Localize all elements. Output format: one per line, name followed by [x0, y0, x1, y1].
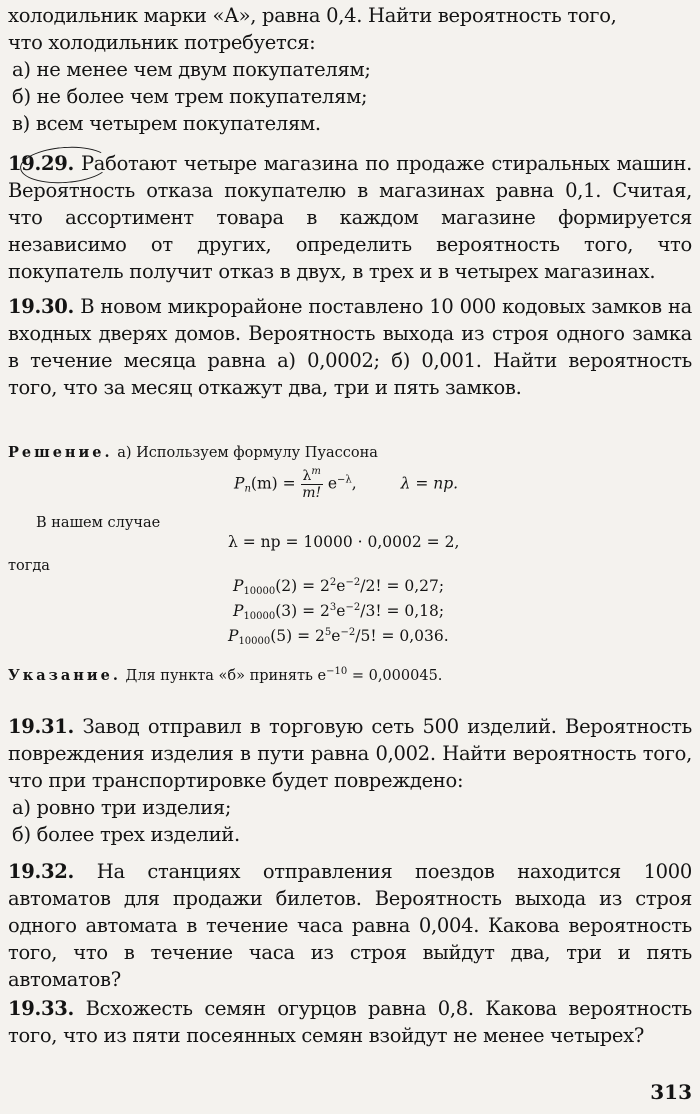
poisson-formula: [234, 468, 458, 501]
formula-exp: −λ: [337, 474, 352, 486]
intro-item-a: а) не менее чем двум покупателям;: [12, 58, 371, 81]
hint: [8, 666, 692, 686]
problem-text: В новом микрорайоне поставлено 10 000 кодовых замков на входных дверях домов. Вероятность выхода из строя одного замка в течение месяца равна а) 0,0002; б) 0,001. Найти вероятность того, что за месяц откажут два, три и пять замков.: [8, 295, 692, 399]
formula-e: e: [327, 474, 338, 493]
problem-text: Работают четыре магазина по продаже стиральных машин. Вероятность отказа покупателю в магазинах равна 0,1. Считая, что ассортимент товара в каждом магазине формируется независимо от других, определить вероятность того, что покупатель получит отказ в двух, в трех и в четырех магазинах.: [8, 152, 692, 283]
lambda-equation: λ = np = 10000 · 0,0002 = 2,: [228, 533, 460, 551]
problem-19-30: [8, 293, 692, 401]
frac-top: λ: [302, 468, 312, 484]
problem-19-31: [8, 713, 692, 848]
problem-19-32: [8, 858, 692, 993]
problem-number: 19.32.: [8, 860, 75, 883]
intro-item-c: в) всем четырем покупателям.: [12, 112, 321, 135]
problem-text: Всхожесть семян огурцов равна 0,8. Какова вероятность того, что из пяти посеянных семян взойдут не менее четырех?: [8, 997, 692, 1047]
formula-sub: n: [244, 483, 251, 495]
solution-text: а) Используем формулу Пуассона: [117, 445, 378, 461]
problem-number: 19.33.: [8, 997, 75, 1020]
formula-fraction: [301, 468, 323, 501]
hint-label: Указание.: [8, 667, 121, 684]
problem-item-b: б) более трех изделий.: [12, 823, 240, 846]
intro-block: [8, 2, 692, 137]
problem-number: 19.31.: [8, 715, 75, 738]
our-case-label: В нашем случае: [36, 515, 161, 531]
frac-bottom: m!: [302, 485, 322, 501]
hint-text: Для пункта «б» принять e: [125, 668, 327, 684]
result-line-5: $P_{10000}(5) = 2^5e^{-2}/5$! = 0,036.: [228, 627, 449, 647]
page-number: 313: [650, 1080, 692, 1104]
formula-p: P: [234, 474, 245, 493]
problem-19-29: [8, 150, 692, 285]
problem-item-a: а) ровно три изделия;: [12, 796, 232, 819]
frac-top-sup: m: [311, 466, 321, 477]
problem-number: 19.29.: [8, 152, 75, 175]
problem-text: Завод отправил в торговую сеть 500 изделий. Вероятность повреждения изделия в пути равна 0,002. Найти вероятность того, что при транспортировке будет повреждено:: [8, 715, 692, 792]
problem-number: 19.30.: [8, 295, 75, 318]
then-label: тогда: [8, 558, 50, 574]
solution-label: Решение.: [8, 444, 113, 461]
hint-tail: = 0,000045.: [351, 668, 443, 684]
result-line-3: $P_{10000}(3) = 2^3e^{-2}/3$! = 0,18;: [233, 602, 445, 622]
intro-line-2: что холодильник потребуется:: [8, 31, 316, 54]
problem-19-33: [8, 995, 692, 1049]
solution-intro: [8, 443, 692, 463]
hint-pow: −10: [326, 666, 348, 677]
intro-item-b: б) не более чем трем покупателям;: [12, 85, 368, 108]
intro-line-1: холодильник марки «А», равна 0,4. Найти вероятность того,: [8, 4, 617, 27]
formula-lambda: λ = np.: [400, 474, 459, 493]
result-line-2: $P_{10000}(2) = 2^2e^{-2}/2$! = 0,27;: [233, 577, 445, 597]
formula-comma: ,: [351, 474, 357, 493]
problem-text: На станциях отправления поездов находится 1000 автоматов для продажи билетов. Вероятность выхода из строя одного автомата в течение часа равна 0,004. Какова вероятность того, что в течение часа из строя выйдут два, три и пять автоматов?: [8, 860, 692, 991]
formula-arg: (m) =: [250, 474, 296, 493]
